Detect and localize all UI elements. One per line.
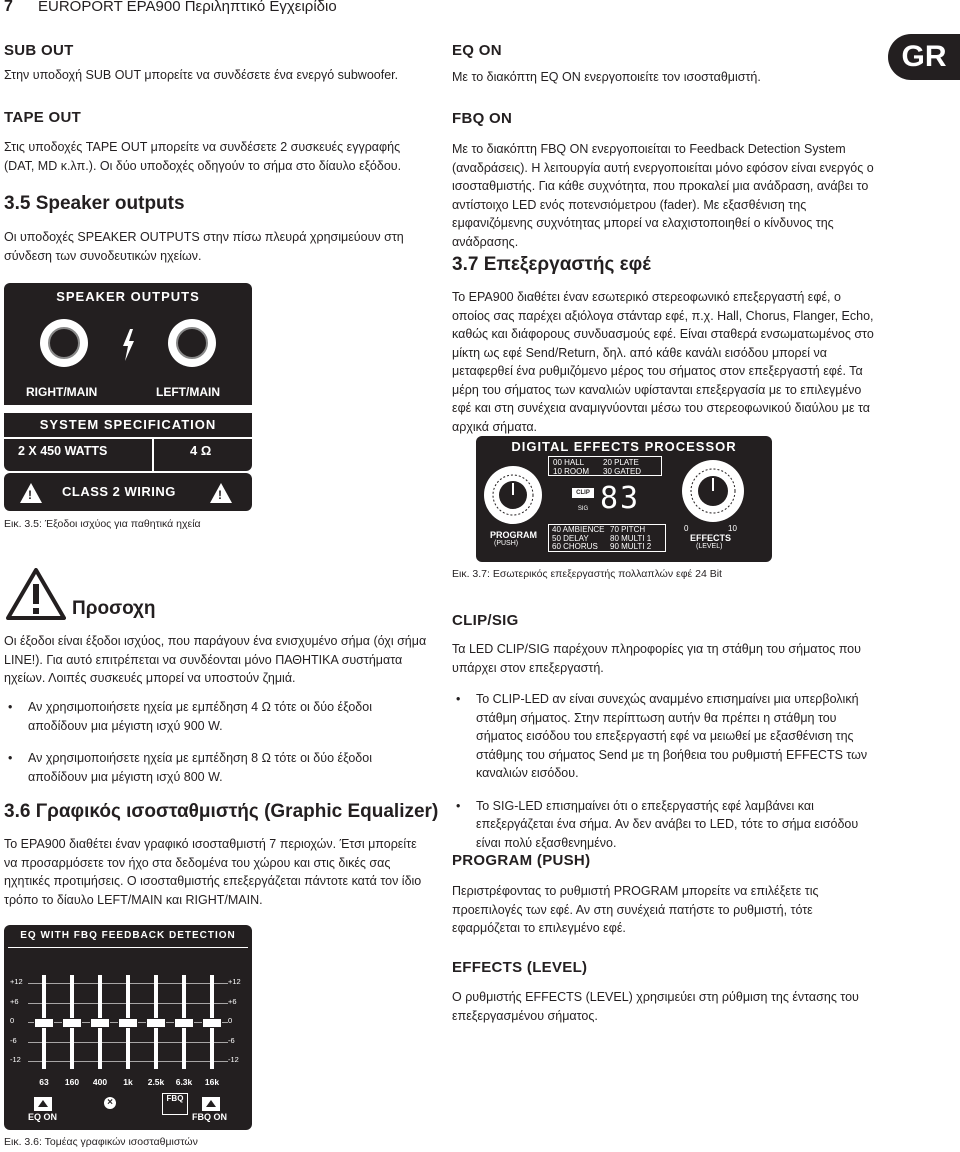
- clip-sig-body: Τα LED CLIP/SIG παρέχουν πληροφορίες για τη στάθμη του σήματος που υπάρχει στον επεξεργαστή.: [452, 642, 861, 675]
- fbq-badge-label: FBQ: [166, 1094, 184, 1103]
- eq-on-button[interactable]: [34, 1097, 52, 1111]
- caution-bullet-list: [4, 698, 432, 800]
- eq-band-label: 1k: [123, 1077, 133, 1087]
- sub-out-heading: SUB OUT: [4, 42, 74, 59]
- preset-item: 90 MULTI 2: [610, 542, 652, 551]
- eq-scale-label: +12: [10, 977, 23, 986]
- effects-sub-label: (LEVEL): [696, 543, 723, 550]
- figure-3-6-caption: Εικ. 3.6: Τομέας γραφικών ισοσταθμιστών: [4, 1136, 198, 1148]
- list-item: • Αν χρησιμοποιήσετε ηχεία με εμπέδηση 8 Ω τότε οι δύο έξοδοι αποδίδουν μια μέγιστη ισχύ 800 W.: [4, 749, 432, 786]
- eq-scale-label: -6: [10, 1035, 17, 1045]
- eq-panel-title: EQ WITH FBQ FEEDBACK DETECTION: [12, 929, 244, 943]
- program-label: PROGRAM: [490, 530, 537, 540]
- program-heading: PROGRAM (PUSH): [452, 852, 591, 869]
- clip-sig-bullet-list: [452, 690, 877, 866]
- fbq-on-body: Με το διακόπτη FBQ ON ενεργοποιείται το Feedback Detection System (αναδράσεις). Η λειτουργία αυτή ενεργοποιείται μόνο εφόσον είναι ενεργός ο ισοσταθμιστής. Για κάθε συχνότητα, που προκαλεί μια ανάδραση, ανάβει το αντίστοιχο LED ενός ποτενσιόμετρου (fader). Με εξασθένιση της εμφανιζόμενης συχνότητας μπορεί να ελαχιστοποιηθεί ο κίνδυνος της ανάδρασης.: [452, 142, 874, 249]
- fbq-on-heading: FBQ ON: [452, 110, 513, 127]
- eq-fader-knob[interactable]: [34, 1018, 54, 1028]
- eq-band-label: 160: [64, 1077, 80, 1087]
- preset-item: 80 MULTI 1: [610, 533, 652, 543]
- warning-icon: !: [210, 483, 232, 503]
- effects-scale-max: 10: [728, 524, 737, 533]
- list-item: • Το CLIP-LED αν είναι συνεχώς αναμμένο επισημαίνει μια υπερβολική στάθμη σήματος. Στην περίπτωση αυτήν θα πρέπει η στάθμη του σήματος εισόδου του επεξεργαστή εφέ να μειωθεί με εξασθένιση της στάθμης του σήματος Send με τη βοήθεια του ρυθμιστή EFFECTS των καναλιών εισόδου.: [452, 690, 877, 783]
- program-body: Περιστρέφοντας το ρυθμιστή PROGRAM μπορείτε να επιλέξετε τις προεπιλογές των εφέ. Αν στη συνέχειά πατήστε το ρυθμιστή, τότε εφαρμόζεται το επιλεγμένο εφέ.: [452, 884, 819, 935]
- triangle-icon: [206, 1100, 216, 1107]
- eq-scale-label: -6: [228, 1035, 235, 1045]
- program-display: 83: [600, 481, 641, 516]
- caution-warning-icon: [6, 568, 66, 620]
- effects-label: EFFECTS: [690, 533, 732, 543]
- preset-item: 70 PITCH: [610, 525, 646, 534]
- eq-fader-knob[interactable]: [174, 1018, 194, 1028]
- effects-scale-min: 0: [684, 524, 689, 533]
- wiring-label: CLASS 2 WIRING: [62, 484, 176, 499]
- dfx-panel-title: DIGITAL EFFECTS PROCESSOR: [511, 439, 737, 454]
- left-main-label: LEFT/MAIN: [156, 385, 220, 399]
- digital-effects-panel: [476, 436, 772, 562]
- clip-led: CLIP: [572, 488, 594, 498]
- eq-scale-label: +6: [228, 996, 237, 1006]
- eq-on-label: EQ ON: [28, 1112, 58, 1122]
- eq-on-heading: EQ ON: [452, 42, 502, 59]
- eq-scale-label: -12: [10, 1055, 21, 1064]
- spec-watts: 2 X 450 WATTS: [18, 444, 108, 458]
- section-3-7-body: Το EPA900 διαθέτει έναν εσωτερικό στερεοφωνικό επεξεργαστή εφέ, ο οποίος σας παρέχει αξιόλογα στάνταρ εφέ, π.χ. Hall, Chorus, Flanger, Echo, καθώς και διάφορους συνδυασμούς εφέ. Είναι σταθερά ενσωματωμένος στο μίκτη ως εφέ Send/Return, δηλ. από κάθε κανάλι εισόδου μπορεί να μεταφερθεί ένα ρυθμιζόμενο μέρος του σήματος στον επεξεργαστή εφέ. Τα μέρη του σήματος των καναλιών υφίστανται επεξεργασία με το επιλεγμένο εφέ και στη συνέχεια αναμιγνύονται μέσω του στερεοφωνικού διαύλου με τα αρχικά σήματα.: [452, 290, 874, 434]
- class-2-wiring-panel: [4, 473, 252, 511]
- tape-out-heading: TAPE OUT: [4, 109, 82, 126]
- eq-fader-knob[interactable]: [202, 1018, 222, 1028]
- eq-band-label: 16k: [204, 1077, 220, 1087]
- preset-item: 60 CHORUS: [552, 542, 598, 551]
- sub-out-body: Στην υποδοχή SUB OUT μπορείτε να συνδέσετε ένα ενεργό subwoofer.: [4, 68, 399, 82]
- list-item: • Αν χρησιμοποιήσετε ηχεία με εμπέδηση 4 Ω τότε οι δύο έξοδοι αποδίδουν μια μέγιστη ισχύ 900 W.: [4, 698, 432, 735]
- page-number: 7: [4, 0, 13, 15]
- eq-scale-label: 0: [10, 1016, 15, 1025]
- panel-divider: [4, 405, 252, 413]
- fbq-badge: [162, 1093, 188, 1115]
- eq-band-label: 2.5k: [147, 1077, 165, 1087]
- caution-body: Οι έξοδοι είναι έξοδοι ισχύος, που παράγουν ένα ενισχυμένο σήμα (όχι σήμα LINE!). Για αυτό επιτρέπεται να συνδέονται μόνο ΠΑΘΗΤΙΚΑ συστήματα ηχείων. Λοιπές συσκευές μπορεί να υποστούν ζημιά.: [4, 634, 427, 685]
- right-main-jack: [40, 319, 88, 367]
- eq-fader-knob[interactable]: [118, 1018, 138, 1028]
- right-main-label: RIGHT/MAIN: [26, 385, 98, 399]
- eq-band-label: 63: [39, 1077, 49, 1087]
- eq-panel: [4, 925, 252, 1130]
- clip-sig-heading: CLIP/SIG: [452, 612, 519, 629]
- program-sub-label: (PUSH): [494, 540, 519, 547]
- preset-item: 00 HALL: [553, 458, 585, 467]
- left-main-jack: [168, 319, 216, 367]
- fbq-on-button[interactable]: [202, 1097, 220, 1111]
- program-knob[interactable]: [484, 466, 542, 524]
- document-title: EUROPORT EPA900 Περιληπτικό Εγχειρίδιο: [38, 0, 337, 15]
- list-item: • Το SIG-LED επισημαίνει ότι ο επεξεργαστής εφέ λαμβάνει και επεξεργάζεται ένα σήμα. Αν δεν ανάβει το LED, τότε το σήμα εισόδου είναι πολύ εξασθενημένο.: [452, 797, 877, 853]
- spec-divider: [4, 437, 252, 439]
- eq-band-label: 400: [92, 1077, 108, 1087]
- spec-ohm: 4 Ω: [190, 443, 212, 458]
- eq-band-label: 6.3k: [175, 1077, 193, 1087]
- section-3-6-body: Το EPA900 διαθέτει έναν γραφικό ισοσταθμιστή 7 περιοχών. Έτσι μπορείτε να προσαρμόσετε τον ήχο στα δεδομένα του χώρου και στις δικές σας ηχητικές προτιμήσεις. Ο ισοσταθμιστής επεξεργάζεται πάντοτε κατά τον ίδιο τρόπο το δίαυλο LEFT/MAIN και RIGHT/MAIN.: [4, 837, 422, 907]
- speaker-outputs-panel: [4, 283, 252, 471]
- knob-icon: [682, 460, 744, 522]
- eq-fader-knob[interactable]: [62, 1018, 82, 1028]
- effects-heading: EFFECTS (LEVEL): [452, 959, 588, 976]
- eq-on-body: Με το διακόπτη EQ ON ενεργοποιείτε τον ισοσταθμιστή.: [452, 70, 761, 84]
- tape-out-body: Στις υποδοχές TAPE OUT μπορείτε να συνδέσετε 2 συσκευές εγγραφής (DAT, MD κ.λπ.). Οι δύο υποδοχές οδηγούν το σήμα στο δίαυλο εξόδου.: [4, 140, 402, 173]
- figure-3-7-caption: Εικ. 3.7: Εσωτερικός επεξεργαστής πολλαπλών εφέ 24 Bit: [452, 568, 722, 580]
- eq-fader-knob[interactable]: [146, 1018, 166, 1028]
- preset-item: 40 AMBIENCE: [552, 525, 605, 534]
- eq-title-rule: [8, 947, 248, 948]
- knob-icon: [484, 466, 542, 524]
- section-3-5-body: Οι υποδοχές SPEAKER OUTPUTS στην πίσω πλευρά χρησιμεύουν στη σύνδεση των συνοδευτικών ηχείων.: [4, 230, 404, 263]
- section-3-7-heading: 3.7 Επεξεργαστής εφέ: [452, 254, 651, 275]
- triangle-icon: [38, 1100, 48, 1107]
- eq-scale-label: -12: [228, 1055, 239, 1064]
- warning-icon: !: [20, 483, 42, 503]
- preset-item: 20 PLATE: [603, 458, 639, 467]
- lightning-icon: [120, 329, 136, 361]
- preset-item: 10 ROOM: [553, 467, 590, 476]
- section-3-6-heading: 3.6 Γραφικός ισοσταθμιστής (Graphic Equalizer): [4, 801, 439, 822]
- sig-led: SIG: [577, 506, 589, 512]
- preset-list-top: [548, 456, 662, 476]
- preset-list-bottom: [548, 524, 666, 552]
- eq-scale-label: +12: [228, 977, 241, 986]
- preset-item: 30 GATED: [603, 467, 642, 476]
- preset-item: 50 DELAY: [552, 533, 589, 543]
- caution-heading: Προσοχη: [72, 598, 156, 619]
- figure-3-5-caption: Εικ. 3.5: Έξοδοι ισχύος για παθητικά ηχεία: [4, 518, 201, 530]
- spec-title: SYSTEM SPECIFICATION: [39, 417, 217, 432]
- close-icon: ×: [104, 1097, 116, 1109]
- fbq-on-label: FBQ ON: [192, 1112, 227, 1122]
- spec-separator: [152, 439, 154, 471]
- section-3-5-heading: 3.5 Speaker outputs: [4, 193, 185, 214]
- language-tab: GR: [888, 34, 960, 80]
- effects-body: Ο ρυθμιστής EFFECTS (LEVEL) χρησιμεύει στη ρύθμιση της έντασης του επεξεργασμένου σήματος.: [452, 990, 859, 1023]
- eq-fader-knob[interactable]: [90, 1018, 110, 1028]
- effects-knob[interactable]: [682, 460, 744, 522]
- speaker-panel-title: SPEAKER OUTPUTS: [56, 289, 200, 304]
- eq-scale-label: 0: [228, 1016, 233, 1025]
- eq-scale-label: +6: [10, 996, 19, 1006]
